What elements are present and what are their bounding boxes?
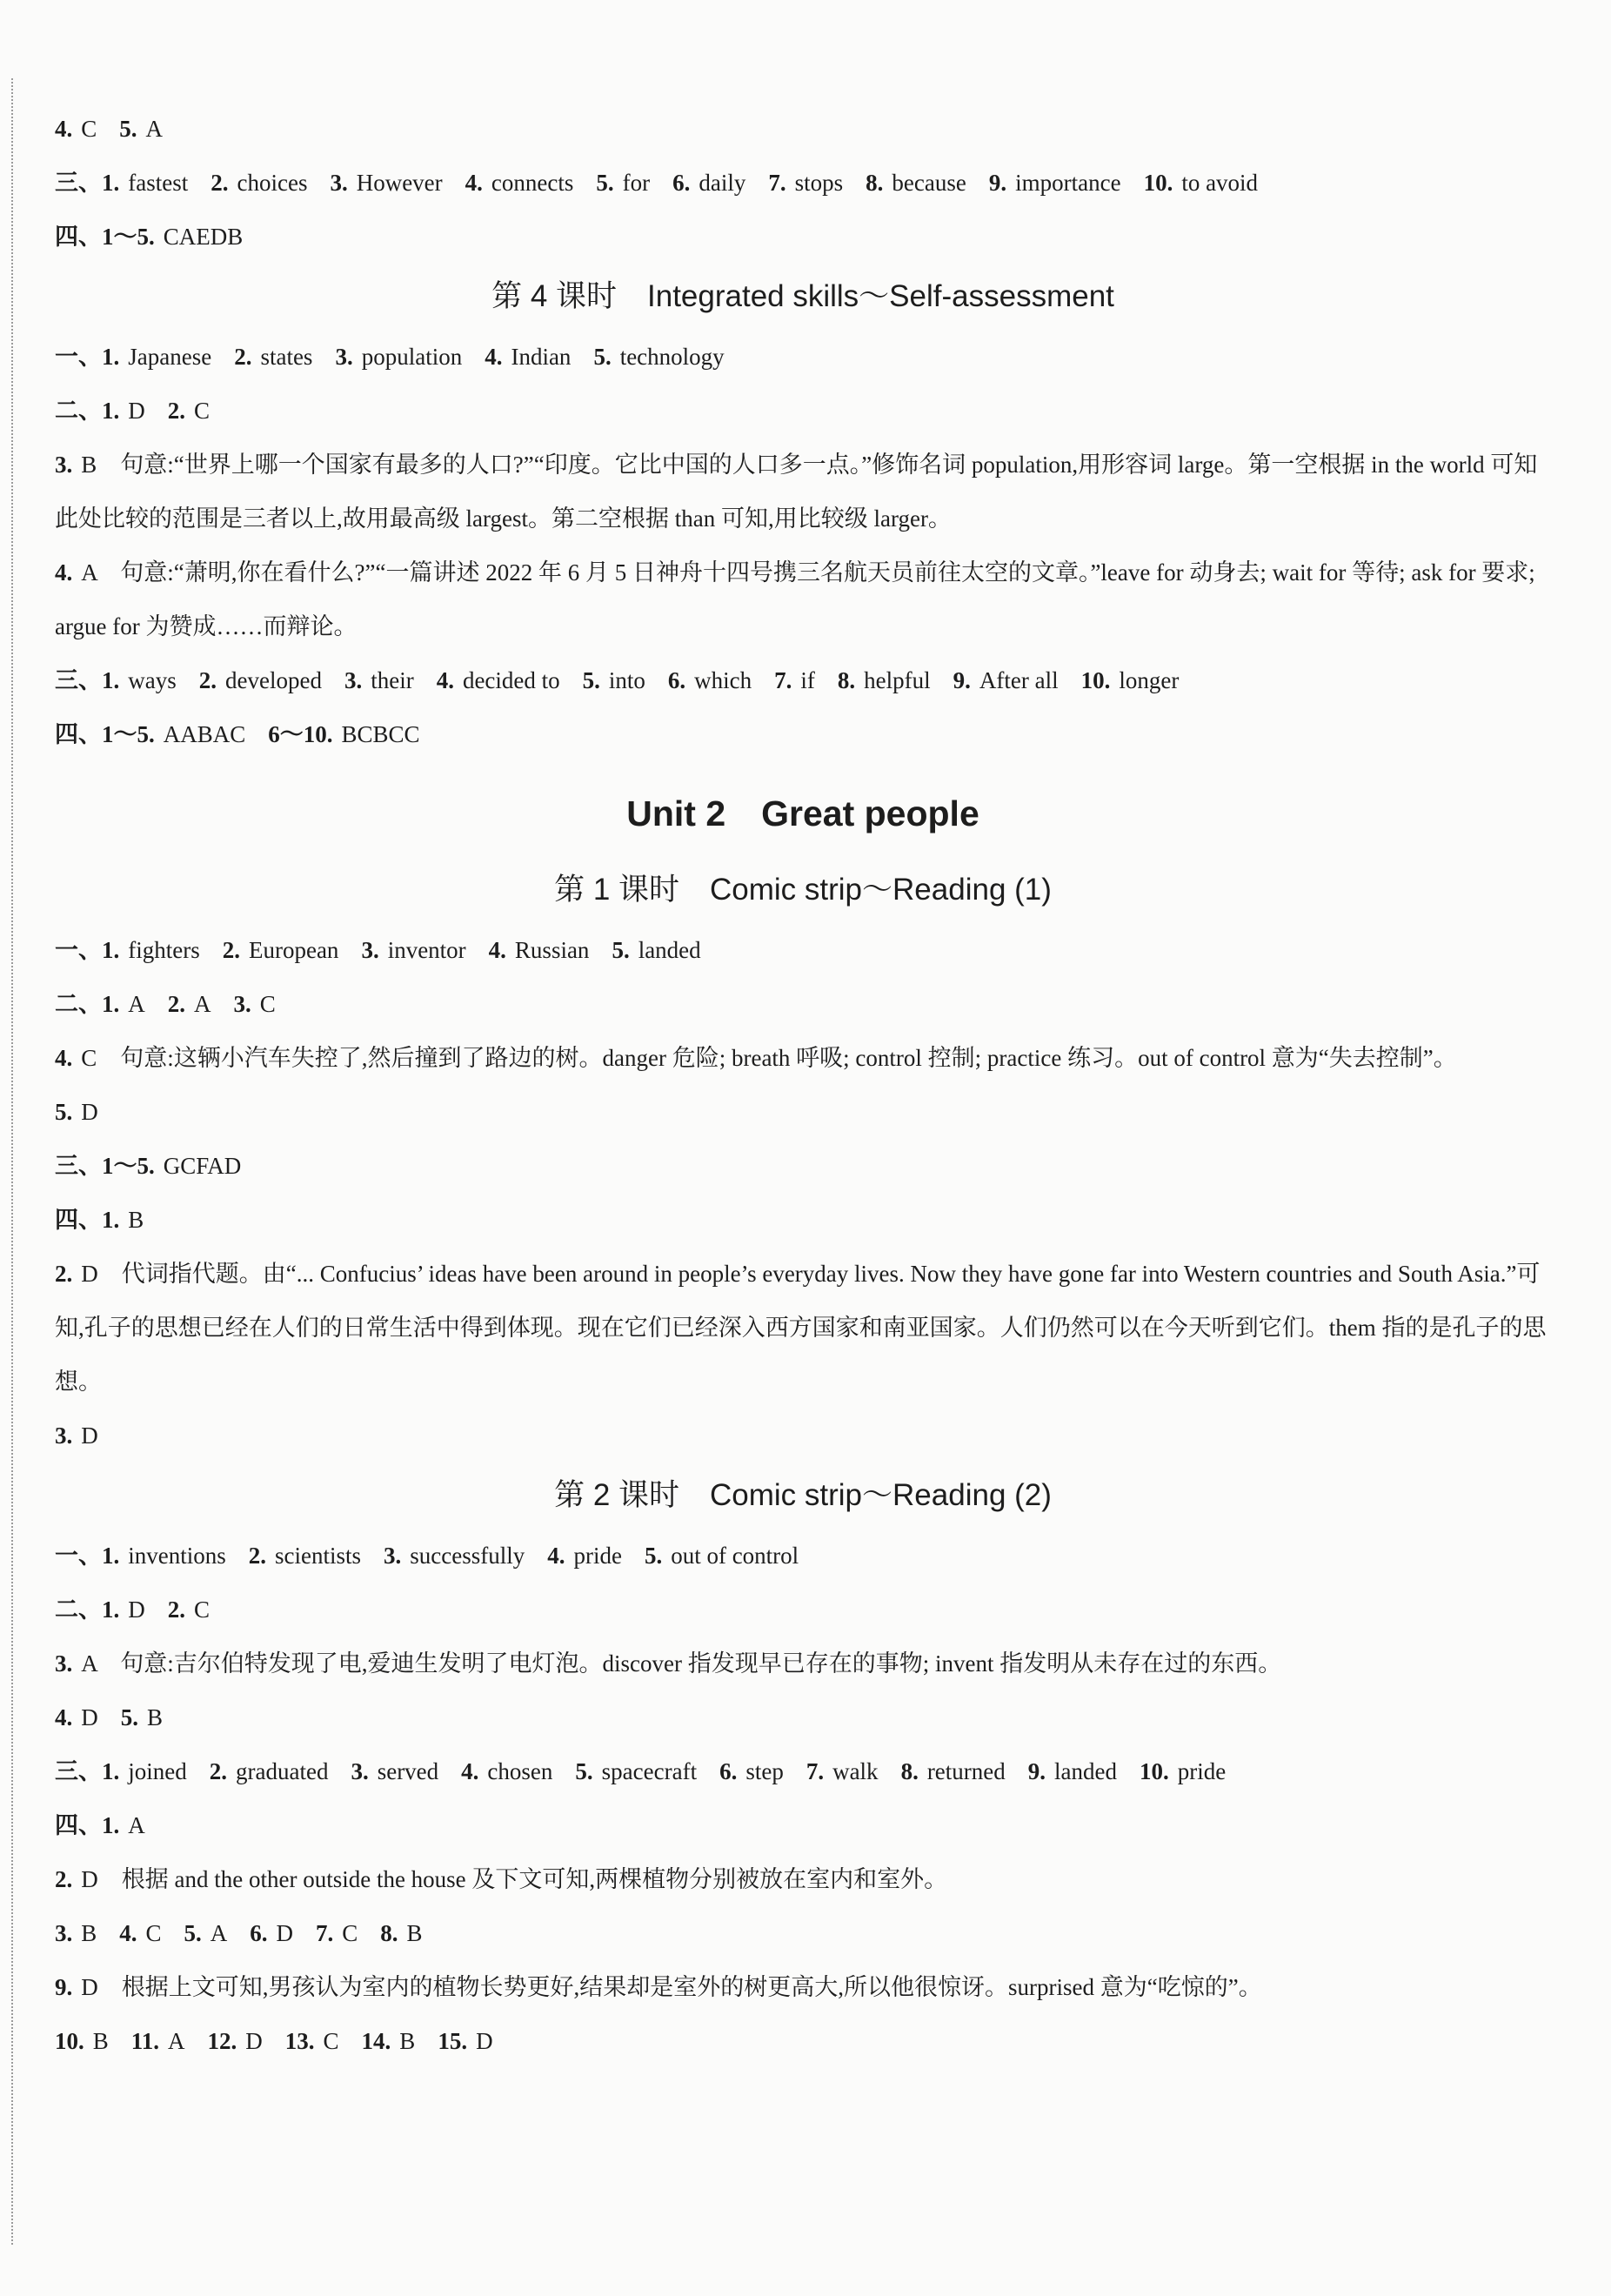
answer-value: ways [128,667,177,693]
answer-item [953,667,1059,693]
answer-value: scientists [275,1543,361,1569]
explanation-text: A 句意:“萧明,你在看什么?”“一篇讲述 2022 年 6 月 5 日神舟十四号携三名航天员前往太空的文章。”leave for 动身去; wait for 等待; ask for 要求; argue for 为赞成……而辩论。 [55,559,1535,639]
answer-item [1144,170,1259,196]
lesson-title: 第 2 课时 Comic strip～Reading (2) [554,1478,1052,1512]
answer-item [485,344,571,370]
answer-item [465,170,574,196]
explanation-paragraph [55,438,1551,546]
answer-item [119,1920,161,1946]
answer-items [102,398,210,424]
answer-value: C [145,1920,162,1946]
question-number: 15. [438,2028,468,2054]
answer-value: D [81,1704,98,1730]
section-label: 四、 [55,1812,102,1838]
binding-margin-dotted-line [11,78,13,2245]
answer-value: D [245,2028,263,2054]
answer-line [55,1529,1551,1583]
answer-value: for [622,170,651,196]
question-range: 1～5. [102,1153,155,1179]
answer-item [102,170,188,196]
answer-item [344,667,414,693]
answer-value: A [210,1920,228,1946]
answer-line [55,1690,1551,1744]
question-number: 4. [55,1704,73,1730]
answer-item [102,667,177,693]
explanation-paragraph [55,1247,1551,1409]
question-number: 3. [55,1920,73,1946]
answer-item [210,1758,329,1784]
section-label: 四、 [55,224,102,250]
question-number: 3. [361,937,379,963]
question-number: 12. [207,2028,237,2054]
answer-value: B [406,1920,423,1946]
question-number: 1. [102,991,120,1017]
question-number: 2. [167,991,185,1017]
answer-item [1081,667,1180,693]
answer-item [330,170,442,196]
answer-value: choices [237,170,308,196]
question-number: 10. [1143,170,1173,196]
answer-value: However [356,170,443,196]
question-number: 8. [837,667,856,693]
question-number: 3. [335,344,353,370]
answer-value: walk [832,1758,879,1784]
answer-item [593,344,724,370]
question-number: 6. [250,1920,268,1946]
question-number: 3. [233,991,251,1017]
answer-value: GCFAD [163,1153,242,1179]
section-label: 二、 [55,1596,102,1623]
question-number: 6～10. [268,721,333,747]
answer-item [612,937,700,963]
answer-line [55,707,1551,761]
question-number: 5. [184,1920,202,1946]
answer-value: D [476,2028,493,2054]
answer-value: Russian [514,937,590,963]
answer-value: connects [491,170,574,196]
answer-item [361,937,465,963]
answer-value: decided to [462,667,560,693]
question-number: 2. [55,1866,73,1892]
answer-item [250,1920,293,1946]
answer-value: CAEDB [163,224,244,250]
answer-value: successfully [410,1543,525,1569]
section-label: 四、 [55,1207,102,1233]
answer-item [719,1758,784,1784]
answer-value: inventions [128,1543,226,1569]
unit-title: Unit 2 Great people [626,793,979,833]
answer-value: landed [1054,1758,1117,1784]
question-number: 2. [209,1758,227,1784]
answer-value: which [694,667,752,693]
explanation-text: D 代词指代题。由“... Confucius’ ideas have been around in people’s everyday lives. Now they have gone far into Western countries and South Asia.”可知,孔子的思想已经在人们的日常生活中得到体现。现在它们已经深入西方国家和南亚国家。人们仍然可以在今天听到它们。them 指的是孔子的思想。 [55,1261,1547,1395]
answer-value: pride [1177,1758,1227,1784]
answer-value: D [128,398,145,424]
answer-value: landed [638,937,701,963]
answer-value: C [342,1920,358,1946]
question-number: 2. [248,1543,266,1569]
question-number: 7. [316,1920,334,1946]
question-number: 4. [488,937,506,963]
answer-line [55,1744,1551,1798]
answer-item [121,1704,163,1730]
answer-value: Indian [511,344,572,370]
answer-value: C [194,398,211,424]
answer-item [596,170,650,196]
answer-item [102,1543,226,1569]
section-label: 一、 [55,937,102,963]
answer-value: helpful [864,667,931,693]
answer-item [380,1920,422,1946]
answer-value: A [145,116,164,142]
answer-value: fighters [128,937,200,963]
question-range: 1～5. [102,224,155,250]
answer-item [268,721,419,747]
answer-item [547,1543,622,1569]
answer-item [102,991,145,1017]
answer-value: B [81,1920,97,1946]
answer-value: joined [128,1758,187,1784]
answer-line [55,1906,1551,1960]
answer-items [102,344,725,370]
answer-item [55,1704,98,1730]
answer-item [583,667,645,693]
question-number: 10. [1140,1758,1169,1784]
answer-line [55,1193,1551,1247]
answer-item [461,1758,552,1784]
answer-value: out of control [671,1543,799,1569]
answer-value: developed [225,667,322,693]
answer-items [102,1543,799,1569]
answer-value: daily [699,170,746,196]
answer-items [102,991,276,1017]
question-number: 1. [102,344,120,370]
answer-item [55,116,97,142]
question-number: 3. [55,1650,73,1677]
question-number: 6. [672,170,691,196]
question-number: 5. [644,1543,663,1569]
question-number: 9. [55,1974,73,2000]
question-number: 5. [119,116,137,142]
answer-items [102,667,1179,693]
question-number: 1. [102,1543,120,1569]
question-number: 4. [485,344,503,370]
question-number: 1. [102,1596,120,1623]
section-label: 一、 [55,344,102,370]
answer-item [55,1920,97,1946]
question-number: 1. [102,398,120,424]
question-number: 7. [768,170,786,196]
answer-value: B [92,2028,109,2054]
answer-line [55,1583,1551,1637]
answer-item [199,667,322,693]
answer-item [168,1596,210,1623]
answer-value: BCBCC [341,721,420,747]
answer-value: C [194,1596,211,1623]
answer-value: if [800,667,815,693]
answer-value: C [259,991,276,1017]
answer-item [806,1758,879,1784]
question-number: 4. [436,667,454,693]
answer-content [55,102,1551,2068]
question-number: 9. [988,170,1007,196]
answer-value: population [361,344,463,370]
explanation-paragraph [55,546,1551,653]
question-number: 9. [953,667,971,693]
question-number: 1～5. [102,721,155,747]
question-number: 1. [102,1207,120,1233]
question-number: 5. [575,1758,593,1784]
answer-item [672,170,745,196]
answer-line [55,1798,1551,1852]
answer-items [102,1596,210,1623]
answer-value: B [399,2028,416,2054]
answer-line [55,1409,1551,1463]
explanation-text: D 根据 and the other outside the house 及下文可知,两棵植物分别被放在室内和室外。 [81,1866,948,1892]
answer-value: D [128,1596,145,1623]
answer-value: After all [979,667,1059,693]
answer-item [901,1758,1006,1784]
answer-item [668,667,752,693]
question-number: 5. [593,344,612,370]
question-number: 1. [102,1758,120,1784]
lesson-title: 第 1 课时 Comic strip～Reading (1) [554,873,1052,907]
explanation-paragraph [55,1031,1551,1085]
answer-item [249,1543,361,1569]
section-label: 三、 [55,1153,102,1179]
question-number: 11. [130,2028,160,2054]
answer-item [119,116,163,142]
explanation-paragraph [55,1960,1551,2014]
answer-line [55,1139,1551,1193]
question-number: 8. [900,1758,919,1784]
question-number: 2. [198,667,217,693]
question-number: 14. [361,2028,391,2054]
answer-value: A [168,2028,185,2054]
answer-value: to avoid [1181,170,1259,196]
question-number: 1. [102,937,120,963]
answer-item [102,1758,187,1784]
answer-item [168,398,210,424]
answer-value: states [260,344,313,370]
explanation-text: C 句意:这辆小汽车失控了,然后撞到了路边的树。danger 危险; breath 呼吸; control 控制; practice 练习。out of control 意为“失去控制”。 [81,1045,1457,1071]
section-label: 三、 [55,1758,102,1784]
answer-items [102,170,1258,196]
answer-item [774,667,815,693]
answer-item [489,937,590,963]
question-number: 3. [55,452,73,478]
answer-line [55,330,1551,384]
answer-item [316,1920,358,1946]
section-label: 四、 [55,721,102,747]
answer-item [168,991,211,1017]
answer-value: A [194,991,211,1017]
answer-value: European [248,937,339,963]
question-number: 4. [55,1045,73,1071]
answer-value: B [147,1704,164,1730]
answer-value: spacecraft [601,1758,698,1784]
answer-value: step [745,1758,784,1784]
answer-item [989,170,1121,196]
answer-line [55,210,1551,264]
answer-item [362,2028,416,2054]
answer-value: C [323,2028,339,2054]
question-number: 3. [384,1543,402,1569]
answer-value: D [81,1422,98,1449]
question-number: 13. [284,2028,315,2054]
answer-item [384,1543,525,1569]
answer-item [1028,1758,1117,1784]
answer-item [102,721,245,747]
answer-value: importance [1015,170,1121,196]
answer-value: Japanese [128,344,212,370]
question-number: 7. [806,1758,825,1784]
question-number: 4. [465,170,483,196]
answer-line [55,977,1551,1031]
answer-value: B [128,1207,144,1233]
question-number: 7. [774,667,792,693]
question-number: 2. [55,1261,73,1287]
answer-items [102,721,420,747]
answer-value: returned [926,1758,1006,1784]
answer-item [866,170,966,196]
answer-item [838,667,931,693]
question-number: 2. [167,398,185,424]
section-label: 二、 [55,398,102,424]
question-number: 2. [222,937,240,963]
answer-item [575,1758,697,1784]
question-number: 6. [667,667,686,693]
question-number: 5. [55,1099,73,1125]
answer-value: into [608,667,645,693]
answer-item [211,170,307,196]
answer-item [184,1920,228,1946]
question-number: 1. [102,170,120,196]
answer-item [234,991,276,1017]
question-number: 1. [102,667,120,693]
question-number: 6. [719,1758,738,1784]
answer-value: fastest [128,170,189,196]
answer-item [102,344,211,370]
question-number: 4. [55,559,73,586]
answer-item [102,1596,145,1623]
answer-items [102,937,701,963]
answer-value: C [81,116,97,142]
answer-line [55,1085,1551,1139]
answer-line [55,653,1551,707]
explanation-text: B 句意:“世界上哪一个国家有最多的人口?”“印度。它比中国的人口多一点。”修饰名词 population,用形容词 large。第一空根据 in the world 可知此处比较的范围是三者以上,故用最高级 largest。第二空根据 than 可知,用比较级 larger。 [55,452,1538,532]
question-number: 10. [1080,667,1111,693]
answer-items [102,1758,1226,1784]
section-label: 一、 [55,1543,102,1569]
answer-item [55,2028,109,2054]
answer-line [55,923,1551,977]
answer-line [55,384,1551,438]
answer-item [335,344,462,370]
question-number: 2. [167,1596,185,1623]
section-label: 二、 [55,991,102,1017]
explanation-paragraph [55,1852,1551,1906]
explanation-text: A 句意:吉尔伯特发现了电,爱迪生发明了电灯泡。discover 指发现早已存在的事物; invent 指发明从未存在过的东西。 [81,1650,1282,1677]
answer-value: graduated [236,1758,329,1784]
answer-item [208,2028,263,2054]
answer-value: A [128,991,145,1017]
question-number: 5. [120,1704,138,1730]
answer-value: inventor [387,937,466,963]
question-number: 2. [211,170,229,196]
question-number: 4. [461,1758,479,1784]
answer-line [55,102,1551,156]
answer-line [55,156,1551,210]
answer-item [768,170,843,196]
answer-value: because [892,170,966,196]
answer-line [55,2014,1551,2068]
answer-value: chosen [487,1758,553,1784]
answer-item [102,937,200,963]
answer-item [1140,1758,1226,1784]
answer-value: D [81,1099,98,1125]
answer-item [234,344,312,370]
answer-value: AABAC [163,721,246,747]
lesson-title: 第 4 课时 Integrated skills～Self-assessment [491,279,1114,313]
answer-item [102,398,145,424]
answer-value: pride [573,1543,622,1569]
answer-item [437,667,560,693]
question-number: 5. [612,937,630,963]
question-number: 3. [330,170,348,196]
question-number: 5. [582,667,600,693]
question-number: 4. [55,116,73,142]
section-label: 三、 [55,170,102,196]
answer-value: longer [1119,667,1180,693]
answer-item [438,2028,492,2054]
question-number: 3. [344,667,363,693]
question-number: 10. [55,2028,84,2054]
question-number: 1. [102,1812,120,1838]
question-number: 2. [234,344,252,370]
question-number: 8. [866,170,884,196]
question-number: 3. [55,1422,73,1449]
answer-item [645,1543,799,1569]
answer-value: stops [794,170,844,196]
question-number: 8. [380,1920,398,1946]
answer-value: served [377,1758,439,1784]
question-number: 4. [547,1543,565,1569]
section-label: 三、 [55,667,102,693]
answer-value: D [276,1920,294,1946]
explanation-paragraph [55,1637,1551,1690]
answer-item [223,937,339,963]
question-number: 9. [1027,1758,1046,1784]
answer-value: technology [619,344,725,370]
question-number: 4. [119,1920,137,1946]
answer-value: their [371,667,414,693]
answer-item [285,2028,339,2054]
answer-value: A [128,1812,145,1838]
explanation-text: D 根据上文可知,男孩认为室内的植物长势更好,结果却是室外的树更高大,所以他很惊讶。surprised 意为“吃惊的”。 [81,1974,1262,2000]
question-number: 3. [351,1758,369,1784]
answer-item [131,2028,185,2054]
question-number: 5. [596,170,614,196]
answer-item [351,1758,438,1784]
